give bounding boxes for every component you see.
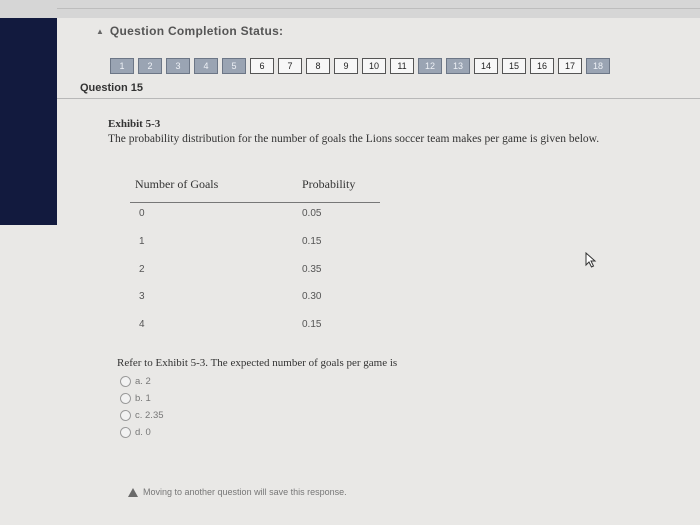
save-warning [128, 487, 347, 497]
answer-option-c[interactable] [120, 410, 164, 421]
mouse-cursor-icon [585, 252, 597, 268]
question-prompt: Refer to Exhibit 5-3. The expected number of goals per game is [117, 357, 398, 369]
question-nav-button-7[interactable]: 7 [278, 58, 302, 74]
question-nav-button-3[interactable]: 3 [166, 58, 190, 74]
left-panel [0, 0, 57, 225]
question-nav-button-18[interactable]: 18 [586, 58, 610, 74]
goals-cell: 2 [139, 264, 145, 275]
probability-cell: 0.30 [302, 291, 322, 302]
question-nav-button-9[interactable]: 9 [334, 58, 358, 74]
goals-cell: 4 [139, 319, 145, 330]
table-header-goals: Number of Goals [135, 177, 219, 191]
question-nav-button-6[interactable]: 6 [250, 58, 274, 74]
question-navigation [110, 58, 610, 74]
probability-cell: 0.15 [302, 319, 322, 330]
question-nav-button-15[interactable]: 15 [502, 58, 526, 74]
answer-option-d[interactable] [120, 427, 151, 438]
answer-option-a[interactable] [120, 376, 151, 387]
exhibit-title: Exhibit 5-3 [108, 118, 161, 130]
warning-icon [128, 488, 138, 497]
option-label: a. 2 [135, 376, 151, 387]
question-nav-button-4[interactable]: 4 [194, 58, 218, 74]
exhibit-description: The probability distribution for the number of goals the Lions soccer team makes per game is given below. [108, 133, 600, 145]
goals-cell: 1 [139, 236, 145, 247]
option-label: c. 2.35 [135, 410, 164, 421]
status-title: Question Completion Status: [109, 24, 284, 38]
radio-button[interactable] [120, 393, 131, 404]
question-nav-button-8[interactable]: 8 [306, 58, 330, 74]
top-band [0, 0, 700, 18]
question-label: Question 15 [80, 82, 143, 94]
radio-button[interactable] [120, 376, 131, 387]
divider [57, 98, 700, 99]
question-nav-button-17[interactable]: 17 [558, 58, 582, 74]
probability-cell: 0.15 [302, 236, 322, 247]
table-rule [130, 202, 380, 203]
save-warning-text: Moving to another question will save this response. [143, 487, 347, 497]
question-nav-button-2[interactable]: 2 [138, 58, 162, 74]
question-nav-button-10[interactable]: 10 [362, 58, 386, 74]
goals-cell: 3 [139, 291, 145, 302]
question-nav-button-16[interactable]: 16 [530, 58, 554, 74]
answer-option-b[interactable] [120, 393, 151, 404]
radio-button[interactable] [120, 427, 131, 438]
option-label: d. 0 [135, 427, 151, 438]
radio-button[interactable] [120, 410, 131, 421]
question-nav-button-12[interactable]: 12 [418, 58, 442, 74]
question-nav-button-5[interactable]: 5 [222, 58, 246, 74]
probability-cell: 0.35 [302, 264, 322, 275]
completion-status[interactable] [96, 24, 283, 38]
question-nav-button-1[interactable]: 1 [110, 58, 134, 74]
question-nav-button-11[interactable]: 11 [390, 58, 414, 74]
table-header-probability: Probability [302, 177, 356, 191]
goals-cell: 0 [139, 208, 145, 219]
collapse-arrow-icon[interactable]: ▲ [96, 26, 104, 36]
question-nav-button-13[interactable]: 13 [446, 58, 470, 74]
option-label: b. 1 [135, 393, 151, 404]
question-nav-button-14[interactable]: 14 [474, 58, 498, 74]
probability-cell: 0.05 [302, 208, 322, 219]
